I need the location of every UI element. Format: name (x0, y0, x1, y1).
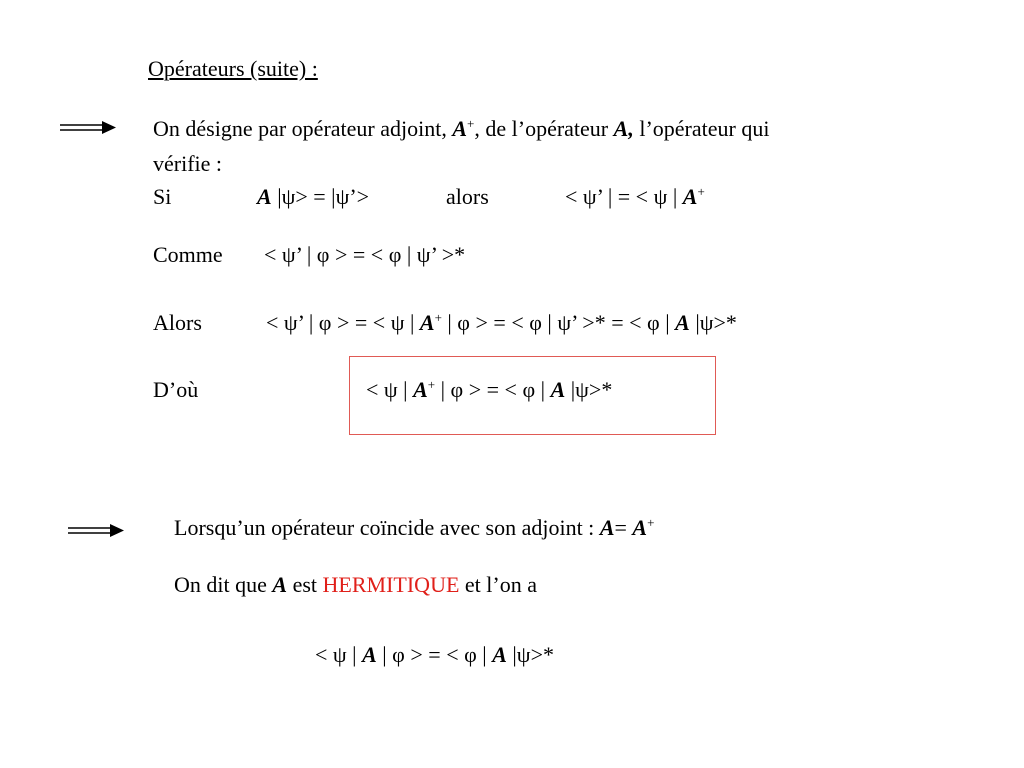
alors-label: Alors (153, 310, 202, 335)
comme-expression: < ψ’ | φ > = < φ | ψ’ >* (264, 242, 466, 267)
dou-label: D’où (153, 377, 199, 402)
hermitian-statement: On dit que A est HERMITIQUE et l’on a (174, 572, 537, 597)
alors-line-expression: < ψ’ | φ > = < ψ | A+ | φ > = < φ | ψ’ >* = < φ | A |ψ>* (266, 310, 737, 335)
dou-expression: < ψ | A+ | φ > = < φ | A |ψ>* (366, 377, 613, 402)
comme-label: Comme (153, 242, 223, 267)
slide-title: Opérateurs (suite) : (148, 56, 318, 81)
hermitian-condition: Lorsqu’un opérateur coïncide avec son adjoint : A= A+ (174, 515, 655, 540)
right-arrow-icon (58, 120, 118, 136)
hermitian-expression: < ψ | A | φ > = < φ | A |ψ>* (315, 642, 554, 667)
alors-expression: < ψ’ | = < ψ | A+ (565, 184, 705, 209)
hermitique-keyword: HERMITIQUE (322, 572, 460, 597)
definition-line-1: On désigne par opérateur adjoint, A+, de l’opérateur A, l’opérateur qui (153, 116, 770, 141)
si-label: Si (153, 184, 172, 209)
right-arrow-icon (66, 523, 126, 539)
si-expression: A |ψ> = |ψ’> (257, 184, 370, 209)
definition-line-2: vérifie : (153, 151, 223, 176)
alors-word: alors (446, 184, 489, 209)
